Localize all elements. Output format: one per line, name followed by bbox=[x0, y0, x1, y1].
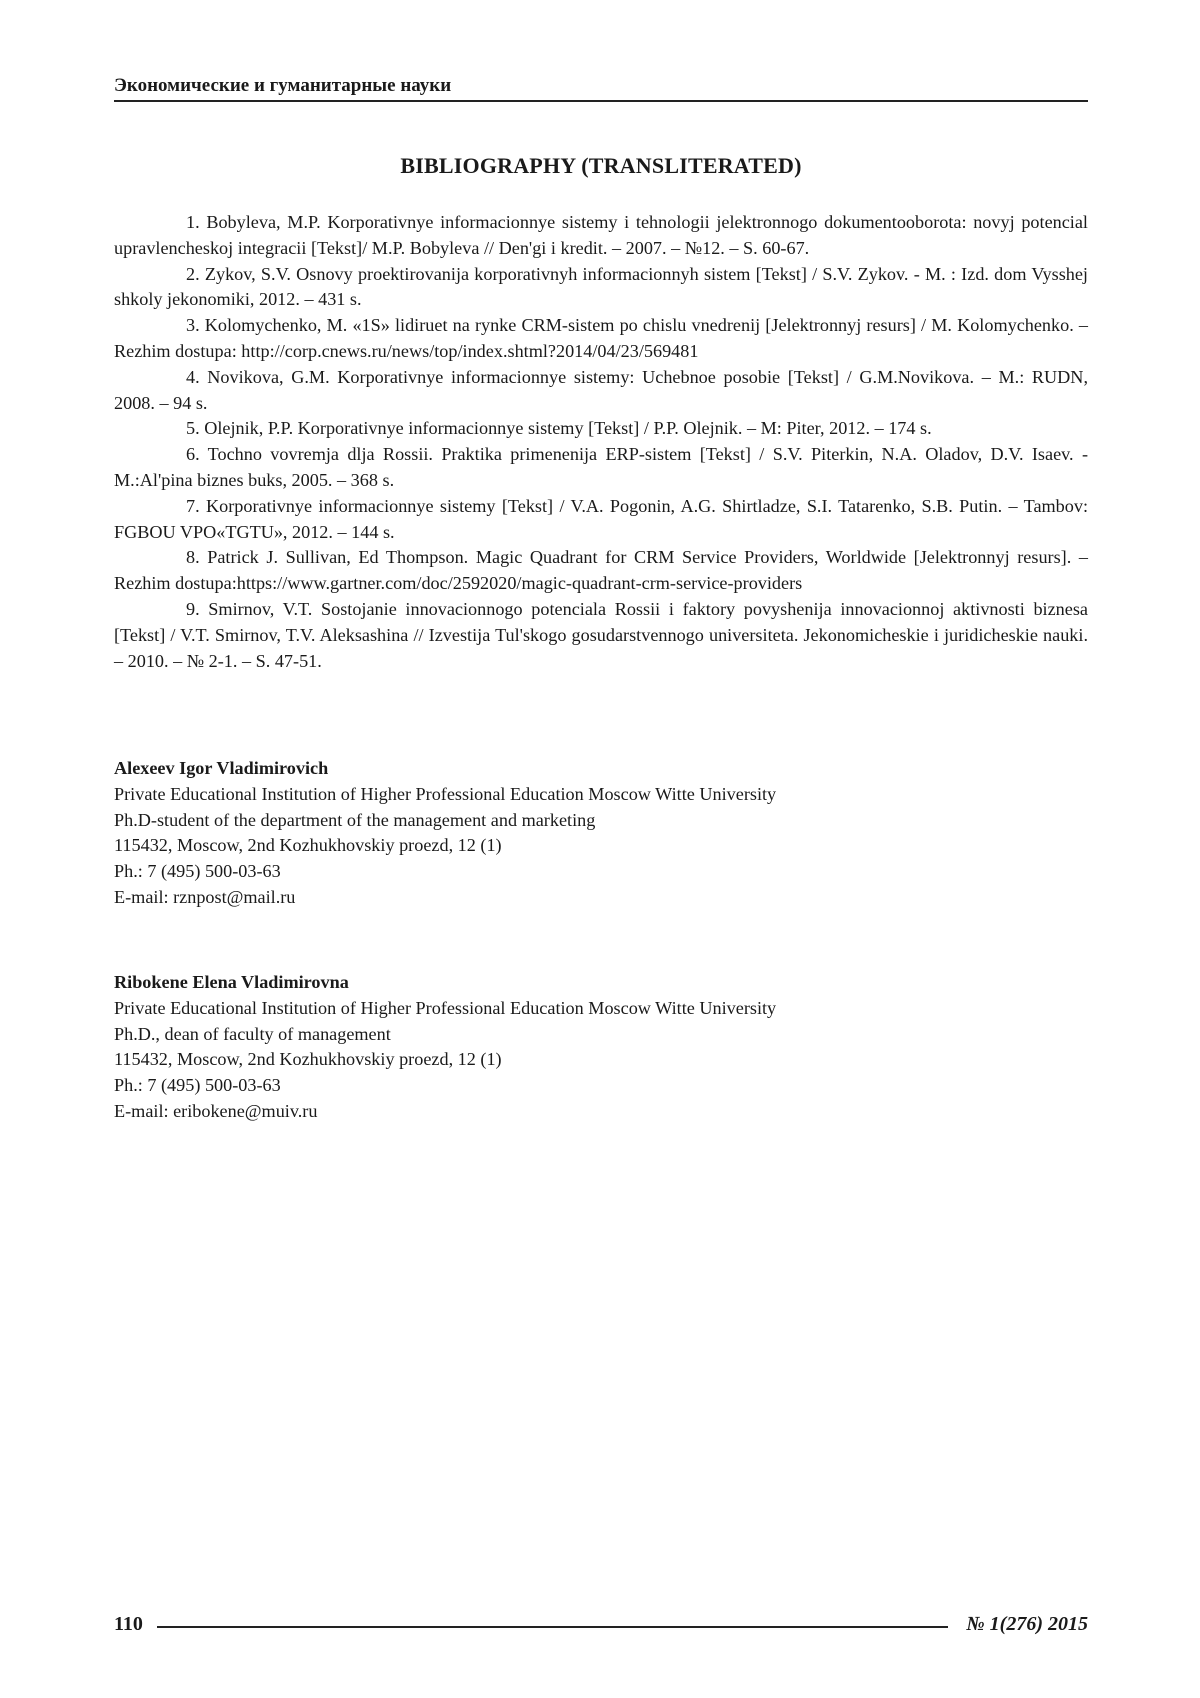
issue-number: № 1(276) 2015 bbox=[966, 1613, 1088, 1636]
author-email: E-mail: rznpost@mail.ru bbox=[114, 885, 1088, 911]
author-email: E-mail: eribokene@muiv.ru bbox=[114, 1099, 1088, 1125]
reference-list bbox=[114, 210, 1088, 674]
footer-rule bbox=[157, 1626, 948, 1628]
author-name: Alexeev Igor Vladimirovich bbox=[114, 756, 1088, 782]
author-block bbox=[114, 756, 1088, 911]
author-phone: Ph.: 7 (495) 500-03-63 bbox=[114, 859, 1088, 885]
author-address: 115432, Moscow, 2nd Kozhukhovskiy proezd, 12 (1) bbox=[114, 1047, 1088, 1073]
page-footer bbox=[114, 1609, 1088, 1639]
author-name: Ribokene Elena Vladimirovna bbox=[114, 970, 1088, 996]
section-title: BIBLIOGRAPHY (TRANSLITERATED) bbox=[114, 152, 1088, 180]
reference-item: 4. Novikova, G.M. Korporativnye informacionnye sistemy: Uchebnoe posobie [Tekst] / G.M.Novikova. – M.: RUDN, 2008. – 94 s. bbox=[114, 365, 1088, 417]
author-address: 115432, Moscow, 2nd Kozhukhovskiy proezd, 12 (1) bbox=[114, 833, 1088, 859]
reference-item: 8. Patrick J. Sullivan, Ed Thompson. Magic Quadrant for CRM Service Providers, Worldwide [Jelektronnyj resurs]. – Rezhim dostupa:https://www.gartner.com/doc/2592020/magic-quadrant-crm-service-providers bbox=[114, 545, 1088, 597]
reference-item: 1. Bobyleva, M.P. Korporativnye informacionnye sistemy i tehnologii jelektronnogo dokumentooborota: novyj potencial upravlencheskoj integracii [Tekst]/ M.P. Bobyleva // Den'gi i kredit. – 2007. – №12. – S. 60-67. bbox=[114, 210, 1088, 262]
reference-item: 6. Tochno vovremja dlja Rossii. Praktika primenenija ERP-sistem [Tekst] / S.V. Piterkin, N.A. Oladov, D.V. Isaev. - M.:Al'pina biznes buks, 2005. – 368 s. bbox=[114, 442, 1088, 494]
running-header: Экономические и гуманитарные науки bbox=[114, 74, 1088, 102]
author-block bbox=[114, 970, 1088, 1125]
author-institution: Private Educational Institution of Higher Professional Education Moscow Witte University bbox=[114, 996, 1088, 1022]
reference-item: 9. Smirnov, V.T. Sostojanie innovacionnogo potenciala Rossii i faktory povyshenija innovacionnoj aktivnosti biznesa [Tekst] / V.T. Smirnov, T.V. Aleksashina // Izvestija Tul'skogo gosudarstvennogo universiteta. Jekonomicheskie i juridicheskie nauki. – 2010. – № 2-1. – S. 47-51. bbox=[114, 597, 1088, 674]
reference-item: 7. Korporativnye informacionnye sistemy [Tekst] / V.A. Pogonin, A.G. Shirtladze, S.I. Tatarenko, S.B. Putin. – Tambov: FGBOU VPO«TGTU», 2012. – 144 s. bbox=[114, 494, 1088, 546]
author-institution: Private Educational Institution of Higher Professional Education Moscow Witte University bbox=[114, 782, 1088, 808]
author-phone: Ph.: 7 (495) 500-03-63 bbox=[114, 1073, 1088, 1099]
reference-item: 5. Olejnik, P.P. Korporativnye informacionnye sistemy [Tekst] / P.P. Olejnik. – M: Piter, 2012. – 174 s. bbox=[114, 416, 1088, 442]
author-position: Ph.D-student of the department of the management and marketing bbox=[114, 808, 1088, 834]
page-number: 110 bbox=[114, 1613, 143, 1636]
reference-item: 3. Kolomychenko, M. «1S» lidiruet na rynke CRM-sistem po chislu vnedrenij [Jelektronnyj resurs] / M. Kolomychenko. – Rezhim dostupa: http://corp.cnews.ru/news/top/index.shtml?2014/04/23/569481 bbox=[114, 313, 1088, 365]
author-position: Ph.D., dean of faculty of management bbox=[114, 1022, 1088, 1048]
reference-item: 2. Zykov, S.V. Osnovy proektirovanija korporativnyh informacionnyh sistem [Tekst] / S.V. Zykov. - M. : Izd. dom Vysshej shkoly jekonomiki, 2012. – 431 s. bbox=[114, 262, 1088, 314]
